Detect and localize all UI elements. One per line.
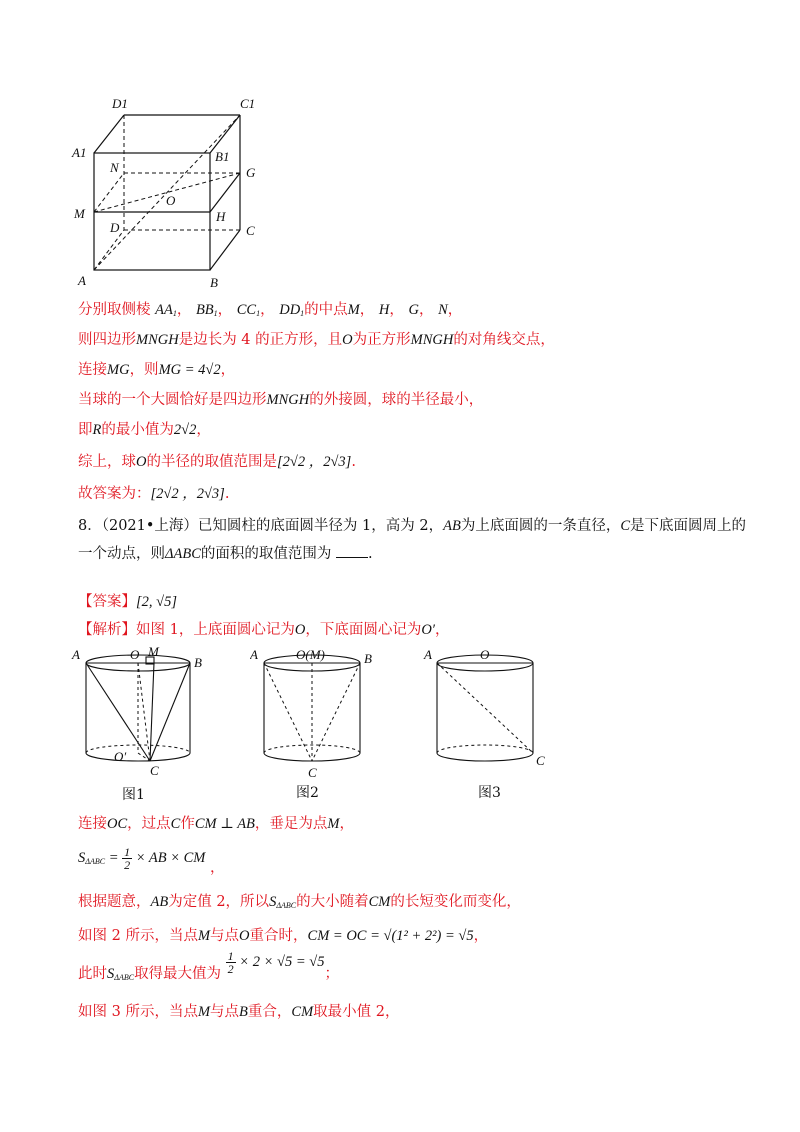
pt-m: M bbox=[347, 302, 360, 318]
fig2-label-OM: O(M) bbox=[296, 647, 325, 662]
area-sym: $S_{\Delta ABC}$ bbox=[269, 894, 297, 910]
fig1-label-M: M bbox=[148, 645, 159, 659]
label-H: H bbox=[216, 209, 226, 224]
answer-blank bbox=[336, 545, 368, 558]
seg-cm-2: CM bbox=[291, 1004, 314, 1020]
seg-cm: CM bbox=[368, 894, 391, 910]
fig3-label-O: O bbox=[480, 647, 490, 662]
line-2: 则四边形MNGH是边长为 4 的正方形，且O为正方形MNGH的对角线交点， bbox=[78, 332, 555, 348]
cube-figure bbox=[68, 95, 268, 295]
label-N: N bbox=[110, 160, 119, 175]
line-5: 即R的最小值为2√2， bbox=[78, 422, 211, 438]
pt-m-4: M bbox=[197, 1004, 211, 1020]
cylinder-figure-1 bbox=[70, 645, 210, 780]
fig1-label-O: O bbox=[130, 647, 140, 662]
seg-cc1: $CC_1$ bbox=[236, 302, 261, 318]
label-D1: D1 bbox=[112, 96, 128, 111]
sol-line-6: 如图 3 所示，当点M与点B重合，CM取最小值 2， bbox=[78, 1004, 400, 1020]
figure-2-caption: 图2 bbox=[296, 785, 319, 801]
seg-ab: AB bbox=[443, 518, 461, 534]
fig3-label-C: C bbox=[536, 753, 545, 768]
fig2-label-B: B bbox=[364, 651, 372, 666]
val-min-r: 2√2 bbox=[173, 422, 197, 438]
cylinder-figure-2 bbox=[250, 645, 390, 780]
pt-o-lower: O′ bbox=[421, 622, 435, 638]
answer-value: [2, √5] bbox=[136, 594, 177, 610]
fig2-label-C: C bbox=[308, 765, 317, 780]
pt-o-3: O bbox=[239, 928, 250, 944]
eq-mg: MG = 4√2 bbox=[158, 362, 221, 378]
fig1-label-O-prime: O′ bbox=[114, 749, 127, 764]
label-M: M bbox=[74, 206, 85, 221]
quad-mngh: MNGH bbox=[136, 332, 179, 348]
pt-h: H bbox=[378, 302, 390, 318]
area-sym-2: $S_{\Delta ABC}$ bbox=[107, 965, 135, 982]
analysis-tag: 【解析】 bbox=[78, 622, 136, 638]
pt-b: B bbox=[239, 1004, 248, 1020]
analysis-line: 【解析】如图 1，上底面圆心记为O，下底面圆心记为O′， bbox=[78, 622, 450, 638]
seg-ab-2: AB bbox=[150, 894, 169, 910]
figure-3-caption: 图3 bbox=[478, 785, 501, 801]
line-7: 故答案为：[2√2 ，2√3]. bbox=[78, 486, 230, 502]
sol-line-2: $S_{\Delta ABC}$ = $\frac{1}{2}$ × AB × CM ， bbox=[78, 845, 225, 876]
pt-c-2: C bbox=[170, 816, 181, 832]
area-formula: $S_{\Delta ABC}$ = $\frac{1}{2}$ × AB × CM bbox=[78, 845, 206, 872]
fig2-label-A: A bbox=[250, 647, 258, 662]
answer-range: [2√2 ，2√3] bbox=[150, 486, 225, 502]
cylinder-figure-3 bbox=[422, 645, 562, 780]
pt-n: N bbox=[438, 302, 448, 318]
label-B: B bbox=[210, 275, 218, 290]
pt-o-2: O bbox=[136, 454, 147, 470]
quad-mngh-2: MNGH bbox=[410, 332, 454, 348]
seg-bb1: $BB_1$ bbox=[195, 302, 218, 318]
line-6: 综上，球O的半径的取值范围是[2√2 ，2√3]. bbox=[78, 454, 356, 470]
pt-g: G bbox=[408, 302, 419, 318]
pt-m-2: M bbox=[327, 816, 340, 832]
answer-tag: 【答案】 bbox=[78, 594, 136, 610]
seg-dd1: $DD_1$ bbox=[279, 302, 305, 318]
label-G: G bbox=[246, 165, 256, 180]
label-A: A bbox=[78, 273, 86, 288]
pt-m-3: M bbox=[197, 928, 211, 944]
pt-c: C bbox=[620, 518, 630, 534]
label-D: D bbox=[110, 220, 120, 235]
sol-line-1: 连接OC，过点C作CM ⊥ AB，垂足为点M， bbox=[78, 816, 355, 832]
eq-area-max: $\frac{1}{2}$ × 2 × √5 = √5 bbox=[227, 949, 325, 976]
seg-mg: MG bbox=[107, 362, 130, 378]
q8-line-2: 一个动点，则ΔABC的面积的取值范围为 . bbox=[78, 546, 373, 562]
fig1-label-A: A bbox=[72, 647, 80, 662]
figure-1-caption: 图1 bbox=[122, 787, 145, 803]
pt-o: O bbox=[342, 332, 353, 348]
perp-cm-ab: CM ⊥ AB bbox=[194, 816, 255, 832]
sol-line-5: 此时$S_{\Delta ABC}$取得最大值为 $\frac{1}{2}$ × 2 × √5 = √5； bbox=[78, 949, 339, 982]
fig1-label-C: C bbox=[150, 763, 159, 778]
line-3: 连接MG，则MG = 4√2， bbox=[78, 362, 236, 378]
var-r: R bbox=[92, 422, 102, 438]
fig3-label-A: A bbox=[424, 647, 432, 662]
label-A1: A1 bbox=[72, 145, 87, 160]
label-B1: B1 bbox=[215, 149, 230, 164]
seg-oc: OC bbox=[107, 816, 128, 832]
fig1-label-B: B bbox=[194, 655, 202, 670]
line-1: 分别取侧棱 $AA_1$， $BB_1$， $CC_1$， $DD_1$的中点M， H， G， N， bbox=[78, 302, 463, 318]
sol-line-3: 根据题意，AB为定值 2，所以$S_{\Delta ABC}$的大小随着CM的长短变化而变化， bbox=[78, 894, 521, 910]
text: 分别取侧棱 bbox=[78, 302, 151, 318]
eq-cm-max: CM = OC = √(1² + 2²) = √5 bbox=[307, 928, 474, 944]
label-C1: C1 bbox=[240, 96, 256, 111]
answer-line bbox=[78, 592, 177, 612]
pt-o-upper: O bbox=[294, 622, 306, 638]
line-4: 当球的一个大圆恰好是四边形MNGH的外接圆，球的半径最小， bbox=[78, 392, 484, 408]
quad-mngh-3: MNGH bbox=[266, 392, 310, 408]
range-r: [2√2 ，2√3] bbox=[276, 454, 352, 470]
seg-aa1: $AA_1$ bbox=[155, 302, 177, 318]
label-C: C bbox=[246, 223, 255, 238]
tri-abc: ΔABC bbox=[165, 546, 201, 562]
q8-line-1: 8．（2021•上海）已知圆柱的底面圆半径为 1，高为 2，AB为上底面圆的一条直径，C是下底面圆周上的 bbox=[78, 518, 746, 534]
sol-line-4: 如图 2 所示，当点M与点O重合时，CM = OC = √(1² + 2²) = √5， bbox=[78, 928, 489, 944]
label-O: O bbox=[166, 193, 176, 208]
